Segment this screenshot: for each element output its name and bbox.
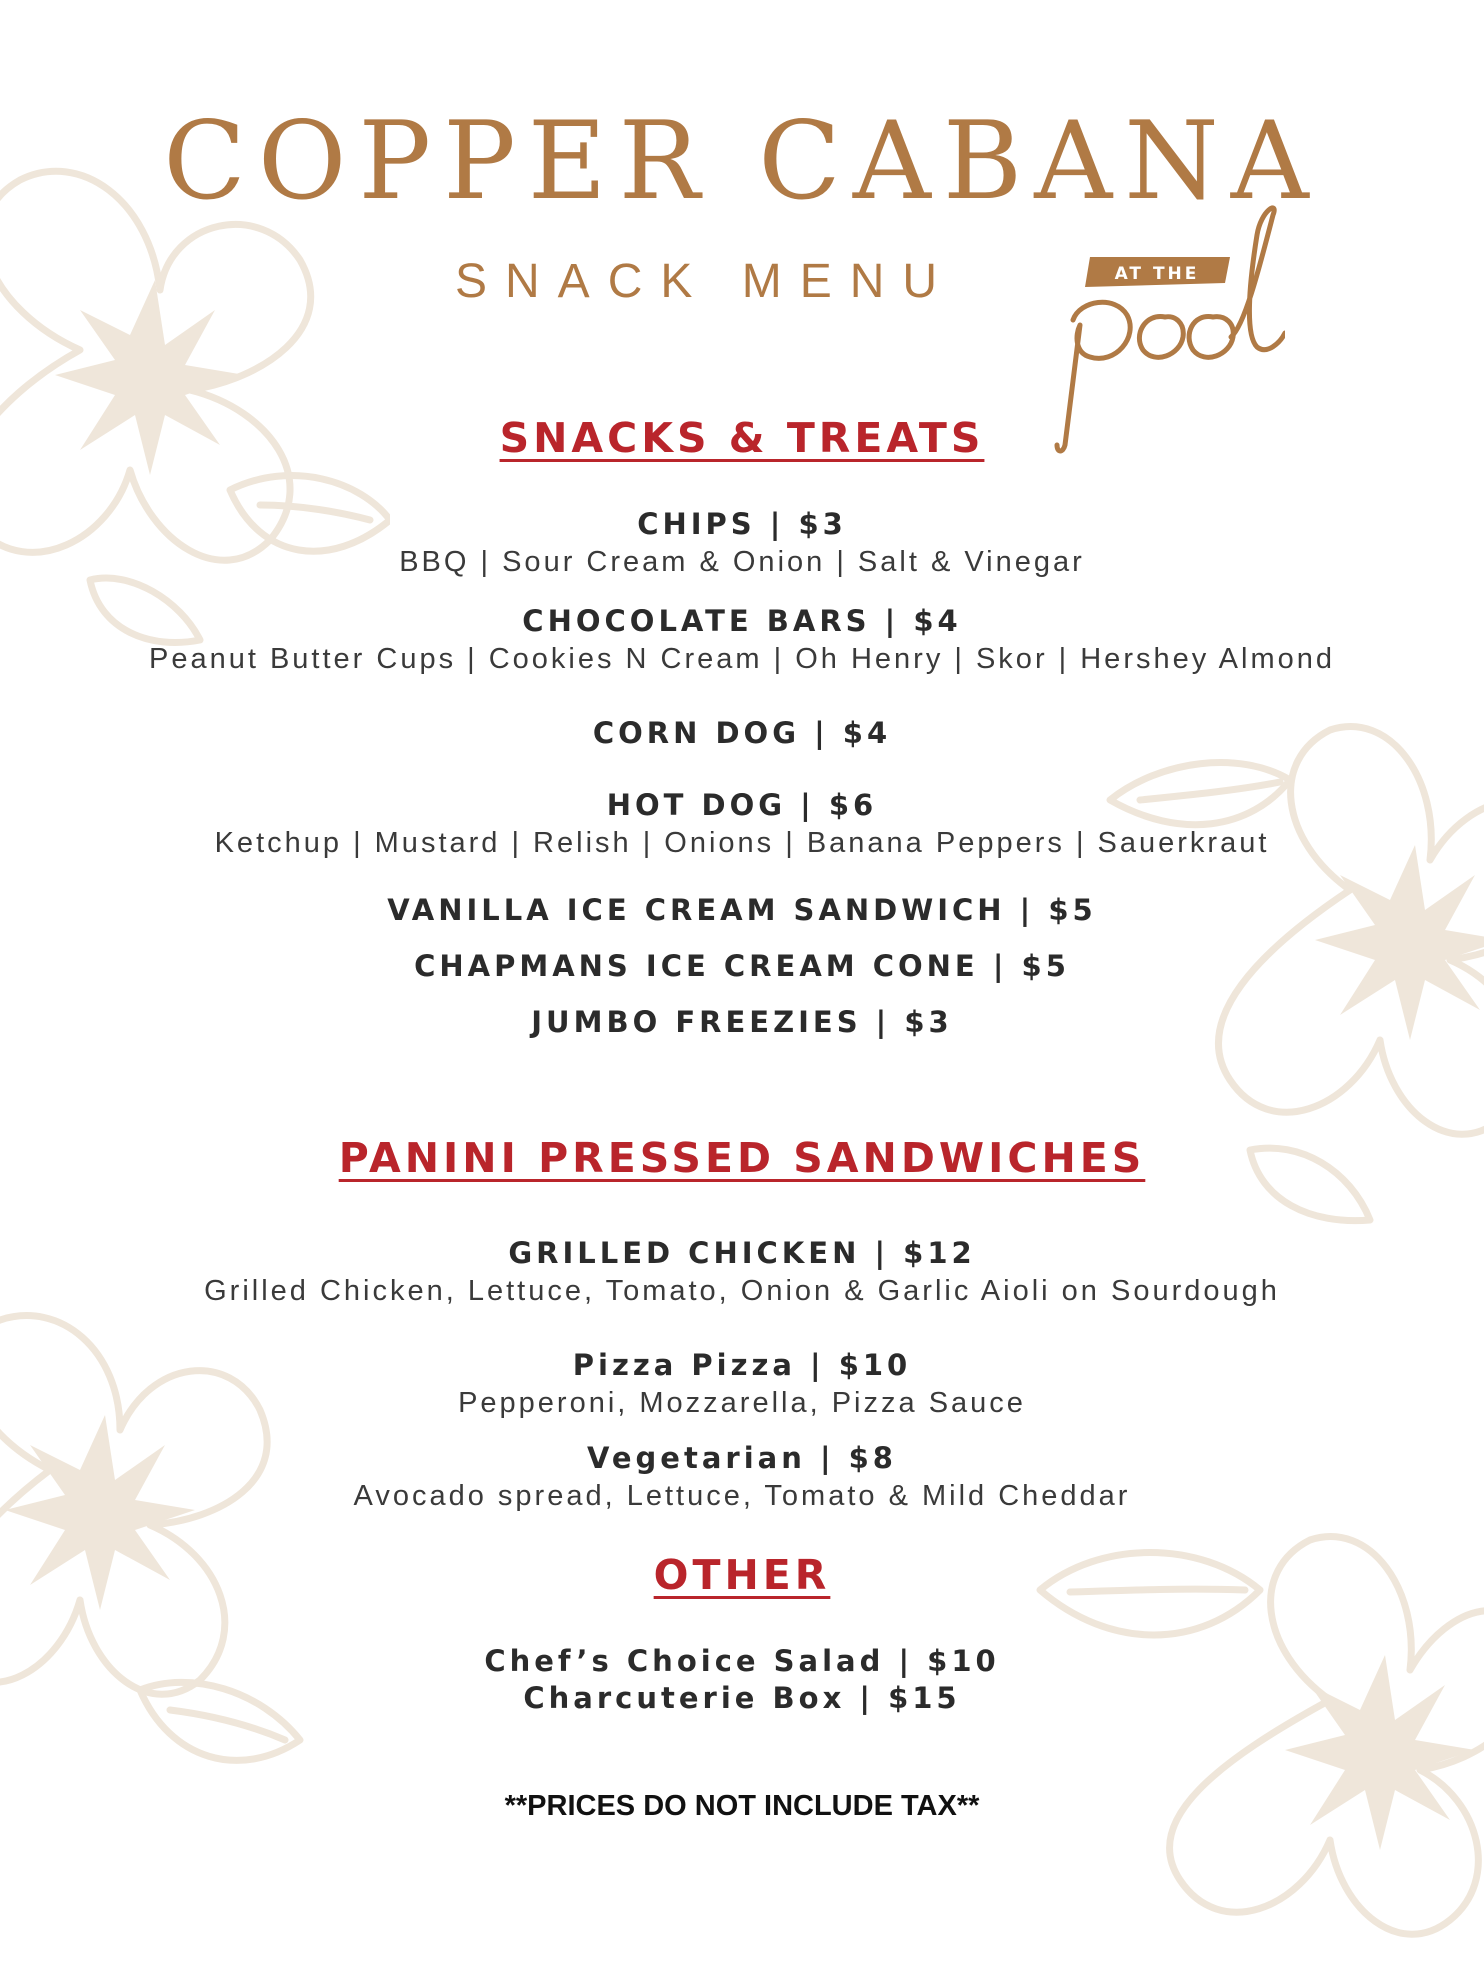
- menu-item-name: Chef’s Choice Salad | $10: [484, 1644, 1000, 1678]
- menu-item-description: BBQ | Sour Cream & Onion | Salt & Vinegar: [399, 546, 1085, 578]
- section-title-panini: [0, 1134, 1484, 1182]
- section-title-other: [0, 1551, 1484, 1599]
- section-title-other-label: OTHER: [653, 1551, 831, 1599]
- menu-item-name: Vegetarian | $8: [587, 1441, 897, 1475]
- menu-item-description: Avocado spread, Lettuce, Tomato & Mild Cheddar: [353, 1480, 1131, 1512]
- menu-item-name: CORN DOG | $4: [592, 716, 892, 750]
- tax-footnote: **PRICES DO NOT INCLUDE TAX**: [504, 1790, 980, 1822]
- menu-item-name: HOT DOG | $6: [606, 788, 878, 822]
- section-title-snacks: [0, 414, 1484, 462]
- section-title-snacks-label: SNACKS & TREATS: [499, 414, 985, 462]
- menu-item-name: Pizza Pizza | $10: [572, 1348, 912, 1382]
- menu-item-name: CHAPMANS ICE CREAM CONE | $5: [414, 949, 1070, 983]
- menu-item-name: Charcuterie Box | $15: [523, 1681, 961, 1715]
- menu-item-name: VANILLA ICE CREAM SANDWICH | $5: [387, 893, 1097, 927]
- menu-item-description: Ketchup | Mustard | Relish | Onions | Banana Peppers | Sauerkraut: [214, 827, 1270, 859]
- menu-item-name: CHOCOLATE BARS | $4: [522, 604, 962, 638]
- section-title-panini-label: PANINI PRESSED SANDWICHES: [338, 1134, 1146, 1182]
- brand-title: COPPER CABANA: [163, 99, 1321, 224]
- menu-item-description: Grilled Chicken, Lettuce, Tomato, Onion & Garlic Aioli on Sourdough: [204, 1275, 1280, 1307]
- menu-item-description: Peanut Butter Cups | Cookies N Cream | Oh Henry | Skor | Hershey Almond: [148, 643, 1336, 675]
- menu-item-name: JUMBO FREEZIES | $3: [531, 1005, 953, 1039]
- brand-subtitle: SNACK MENU: [455, 255, 956, 308]
- menu-item-name: CHIPS | $3: [637, 507, 847, 541]
- menu-item-name: GRILLED CHICKEN | $12: [508, 1236, 976, 1270]
- pool-badge-text: AT THE: [1114, 264, 1200, 284]
- menu-item-description: Pepperoni, Mozzarella, Pizza Sauce: [458, 1387, 1026, 1419]
